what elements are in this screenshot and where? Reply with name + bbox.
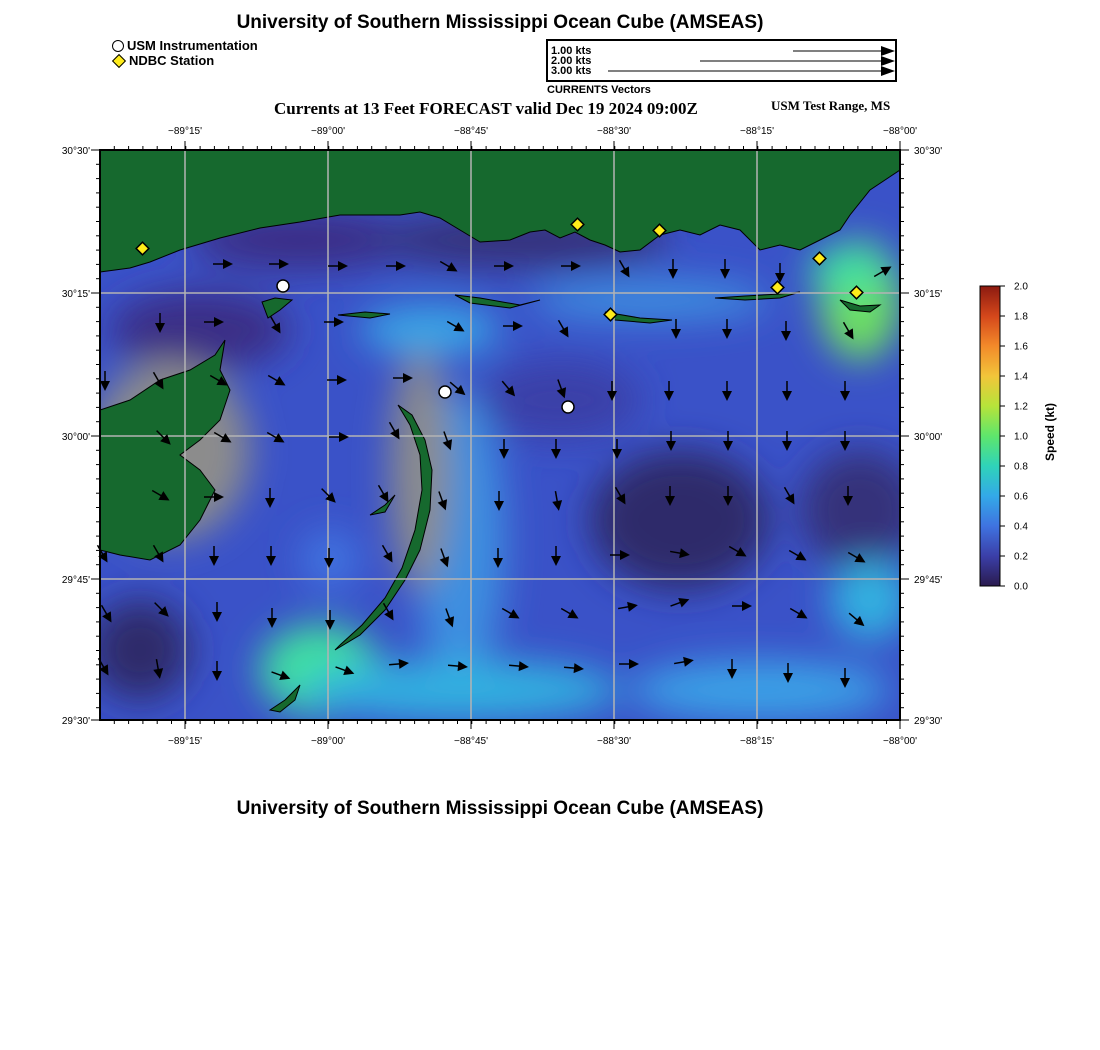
x-tick-top: −88°45' [454, 126, 488, 137]
colorbar-tick-label: 0.0 [1014, 581, 1028, 593]
y-tick-right: 30°15' [914, 289, 943, 300]
legend-usm-label: USM Instrumentation [127, 38, 258, 53]
x-tick-top: −89°00' [311, 126, 345, 137]
x-tick-bottom: −89°15' [168, 736, 202, 747]
page-title: University of Southern Mississippi Ocean Cube (AMSEAS) [236, 12, 764, 33]
x-tick-bottom: −88°30' [597, 736, 631, 747]
y-tick-left: 30°30' [61, 146, 90, 157]
x-tick-top: −88°00' [883, 126, 917, 137]
vector-label-1: 1.00 kts [551, 45, 592, 57]
x-tick-bottom: −89°00' [311, 736, 345, 747]
legend-ndbc-label: NDBC Station [129, 53, 215, 68]
y-tick-right: 30°30' [914, 146, 943, 157]
vector-label-2: 2.00 kts [551, 55, 592, 67]
colorbar-title: Speed (kt) [1043, 403, 1057, 462]
y-tick-left: 30°15' [61, 289, 90, 300]
usm-station-marker [562, 401, 574, 413]
y-tick-left: 29°30' [61, 716, 90, 727]
page-footer-title: University of Southern Mississippi Ocean Cube (AMSEAS) [236, 798, 764, 819]
x-tick-bottom: −88°15' [740, 736, 774, 747]
y-tick-left: 29°45' [61, 575, 90, 586]
colorbar-tick-label: 0.2 [1014, 551, 1028, 563]
x-tick-top: −88°15' [740, 126, 774, 137]
x-tick-top: −88°30' [597, 126, 631, 137]
colorbar-gradient [980, 286, 1000, 586]
range-label: USM Test Range, MS [771, 98, 891, 113]
vector-label-3: 3.00 kts [551, 65, 592, 77]
usm-station-marker [439, 386, 451, 398]
y-tick-right: 29°45' [914, 575, 943, 586]
x-tick-bottom: −88°00' [883, 736, 917, 747]
speed-colorbar [980, 282, 1028, 593]
colorbar-tick-label: 1.0 [1014, 431, 1028, 443]
colorbar-tick-label: 1.2 [1014, 401, 1028, 413]
vector-caption: CURRENTS Vectors [547, 84, 651, 96]
colorbar-tick-label: 0.6 [1014, 491, 1028, 503]
forecast-subtitle: Currents at 13 Feet FORECAST valid Dec 19 2024 09:00Z [274, 99, 698, 118]
colorbar-tick-label: 1.4 [1014, 371, 1028, 383]
colorbar-tick-label: 2.0 [1014, 281, 1028, 293]
usm-station-marker [277, 280, 289, 292]
y-tick-right: 29°30' [914, 716, 943, 727]
y-tick-left: 30°00' [61, 432, 90, 443]
colorbar-tick-label: 1.6 [1014, 341, 1028, 353]
x-tick-bottom: −88°45' [454, 736, 488, 747]
y-tick-right: 30°00' [914, 432, 943, 443]
x-tick-top: −89°15' [168, 126, 202, 137]
colorbar-tick-label: 0.4 [1014, 521, 1028, 533]
colorbar-tick-label: 1.8 [1014, 311, 1028, 323]
colorbar-tick-label: 0.8 [1014, 461, 1028, 473]
